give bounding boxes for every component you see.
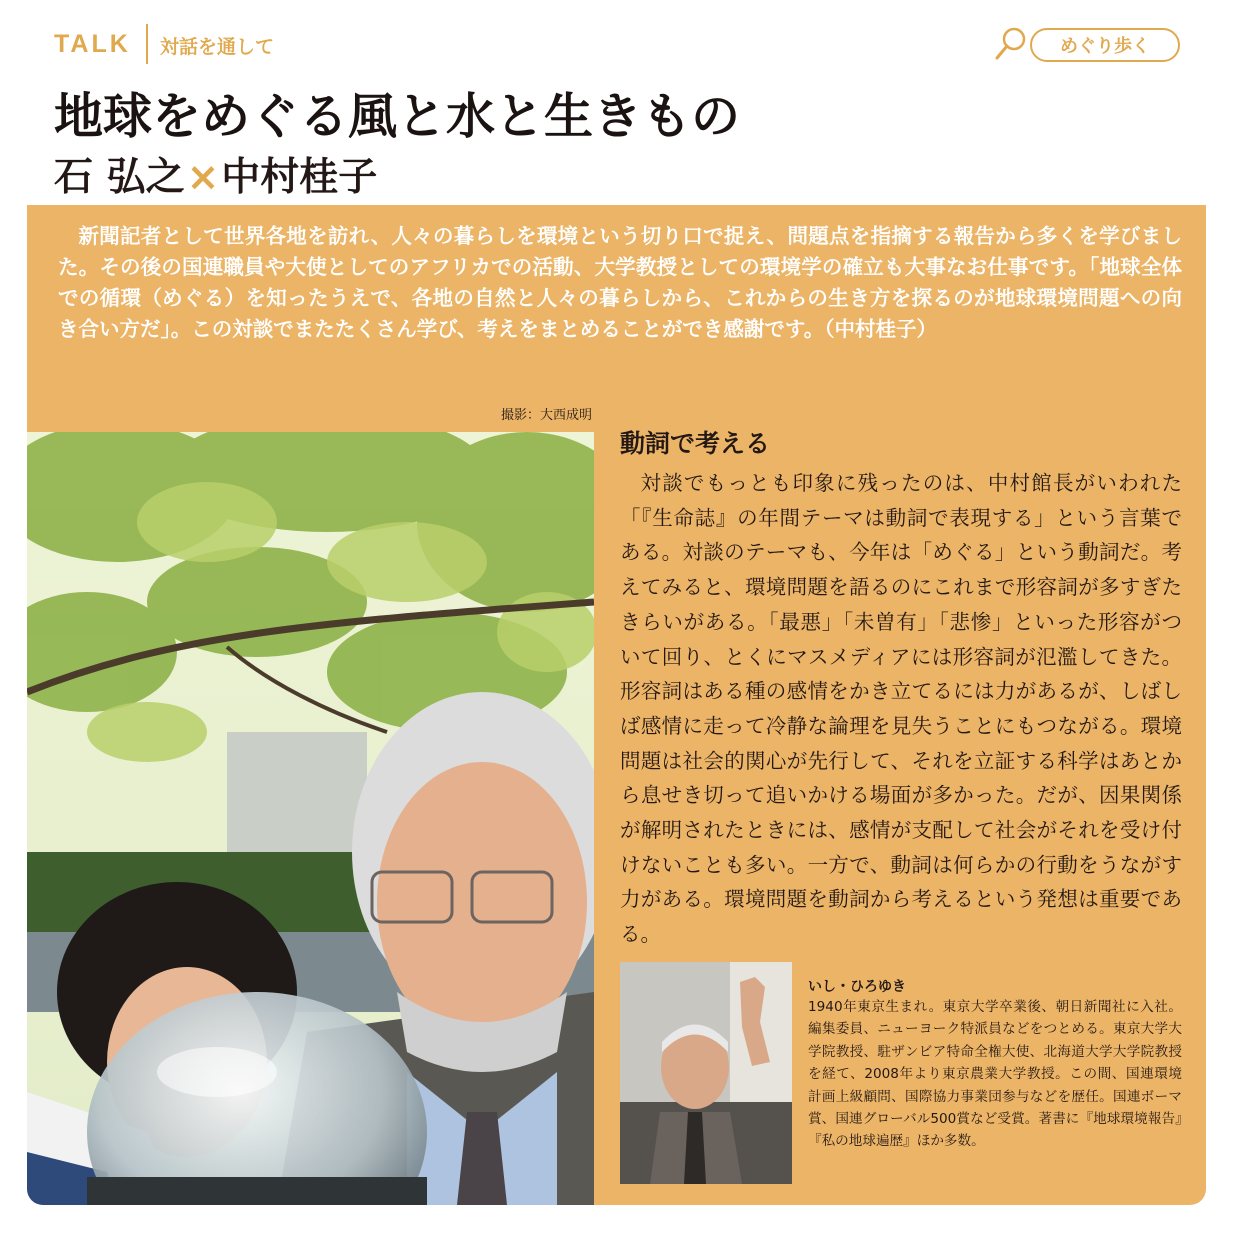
talk-subtitle: 対話を通して xyxy=(160,36,275,58)
article-body: 対談でもっとも印象に残ったのは、中村館長がいわれた「『生命誌』の年間テーマは動詞で表現する」という言葉である。対談のテーマも、今年は「めぐる」という動詞だ。考えてみると、環境問題を語るのにこれまで形容詞が多すぎたきらいがある。「最悪」「未曽有」「悲惨」といった形容がついて回り、とくにマスメディアには形容詞が氾濫してきた。形容詞はある種の感情をかき立てるには力があるが、しばしば感情に走って冷静な論理を見失うことにもつながる。環境問題は社会的関心が先行して、それを立証する科学はあとから息せき切って追いかける場面が多かった。だが、因果関係が解明されたときには、感情が支配して社会がそれを受け付けないことも多い。一方で、動詞は何らかの行動をうながす力がある。環境問題を動詞から考えるという発想は重要である。 xyxy=(620,471,1182,947)
photo-credit: 撮影：大西成明 xyxy=(500,408,592,423)
author-ishi: 石 弘之 xyxy=(54,155,185,200)
author-nakamura: 中村桂子 xyxy=(221,155,378,200)
talk-label: TALK xyxy=(54,30,131,58)
search-icon[interactable] xyxy=(994,26,1028,62)
intro-text: 新聞記者として世界各地を訪れ、人々の暮らしを環境という切り口で捉え、問題点を指摘する報告から多くを学びました。その後の国連職員や大使としてのアフリカでの活動、大学教授としての環境学の確立も大事なお仕事です。「地球全体での循環（めぐる）を知ったうえで、各地の自然と人々の暮らしから、これからの生き方を探るのが地球環境問題への向き合い方だ」。この対談でまたたくさん学び、考えをまとめることができ感謝です。（中村桂子） xyxy=(58,224,1182,341)
section-title: 動詞で考える xyxy=(620,429,771,458)
header-divider xyxy=(146,24,148,64)
main-photo xyxy=(27,432,594,1205)
bio-photo xyxy=(620,962,792,1184)
authors xyxy=(54,146,377,202)
bio-name: いし・ひろゆき xyxy=(808,979,906,995)
author-cross: × xyxy=(186,155,220,200)
bio-text: 1940年東京生まれ。東京大学卒業後、朝日新聞社に入社。編集委員、ニューヨーク特派員などをつとめる。東京大学大学院教授、駐ザンビア特命全権大使、北海道大学大学院教授を経て、2008年より東京農業大学教授。この間、国連環境計画上級顧問、国際協力事業団参与などを歴任。国連ボーマ賞、国連グローバル500賞など受賞。著書に『地球環境報告』『私の地球遍歴』ほか多数。 xyxy=(808,999,1182,1150)
page-title: 地球をめぐる風と水と生きもの xyxy=(54,88,741,145)
meguri-aruku-button[interactable]: めぐり歩く xyxy=(1030,28,1180,62)
